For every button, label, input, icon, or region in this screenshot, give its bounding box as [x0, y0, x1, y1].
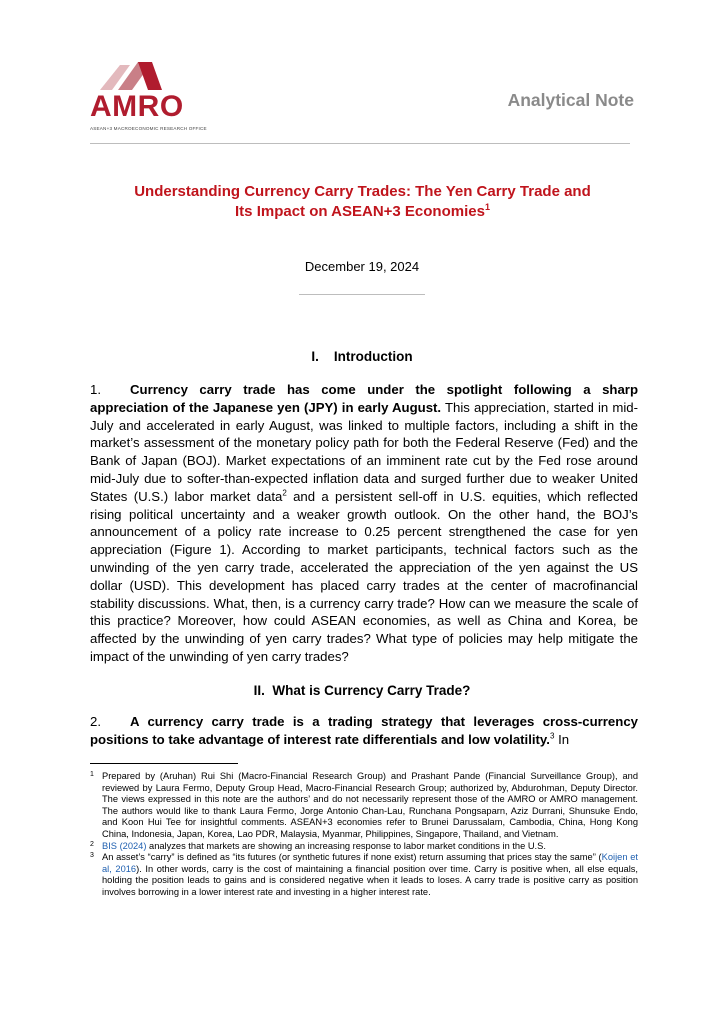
section-heading-carry-trade: II. What is Currency Carry Trade?	[253, 683, 471, 698]
footnote-2	[90, 841, 638, 853]
footnote-text: Prepared by (Aruhan) Rui Shi (Macro-Financial Research Group) and Prashant Pande (Financial Surveillance Group), and reviewed by Laura Fermo, Deputy Group Head, Macro-Financial Research Group; authorized by, Abdurohman, Deputy Director. The views expressed in this note are the authors’ and do not necessarily represent those of the AMRO or AMRO management. The authors would like to thank Laura Fermo, Jorge Antonio Chan-Lau, Runchana Pongsaparn, Aziz Durrani, Shunsuke Endo, and Koon Hui Tee for insightful comments. ASEAN+3 economies refer to Brunei Darussalam, Cambodia, China, Hong Kong China, Indonesia, Japan, Korea, Lao PDR, Malaysia, Myanmar, Philippines, Singapore, Thailand, and Vietnam.	[102, 771, 638, 839]
amro-logo-text: AMRO	[90, 90, 184, 123]
title-line-1: Understanding Currency Carry Trades: The Yen Carry Trade and	[134, 183, 591, 200]
footnotes	[90, 771, 638, 899]
title-footnote-ref[interactable]: 1	[484, 202, 490, 212]
header-divider	[90, 143, 630, 144]
paragraph-1	[90, 381, 638, 666]
bis-2024-link[interactable]: BIS (2024)	[102, 840, 147, 851]
footnote-number: 3	[90, 852, 94, 860]
amro-logo-subtitle: ASEAN+3 MACROECONOMIC RESEARCH OFFICE	[90, 126, 207, 131]
paragraph-body-cont: and a persistent sell-off in U.S. equities, which reflected rising political uncertainty and a weaker growth outlook. On the other hand, the BOJ’s announcement of a policy rate increase to 0.25 percent strengthened the case for yen appreciation (Figure 1). According to market participants, technical factors such as the unwinding of the yen carry trade, accelerated the appreciation of the yen against the US dollar (USD). This development has placed carry trades at the center of macrofinancial stability discussions. What, then, is a currency carry trade? How can we measure the scale of this practice? Moreover, how could ASEAN economies, as well as China and Korea, be affected by the unwinding of yen carry trades? What type of policies may help mitigate the impact of the unwinding of yen carry trades?	[90, 488, 638, 664]
footnote-text: analyzes that markets are showing an increasing response to labor market conditions in the U.S.	[146, 840, 546, 851]
paragraph-number: 1.	[90, 382, 101, 397]
paragraph-lead: Currency carry trade has come under the spotlight following a sharp appreciation of the Japanese yen (JPY) in early August.	[90, 382, 638, 415]
footnote-text: An asset’s “carry” is defined as “its futures (or synthetic futures if none exist) return assuming that prices stay the same” (	[102, 852, 602, 863]
paragraph-lead: A currency carry trade is a trading strategy that leverages cross-currency positions to take advantage of interest rate differentials and low volatility.	[90, 714, 638, 747]
note-type-label: Analytical Note	[507, 90, 634, 110]
document-date: December 19, 2024	[304, 259, 420, 274]
koijen-2016-link[interactable]: Koijen et al, 2016	[102, 852, 638, 874]
footnote-number: 1	[90, 771, 94, 778]
date-divider	[299, 294, 425, 295]
paragraph-body: In	[554, 731, 570, 747]
footnote-number: 2	[90, 840, 94, 848]
document-title	[80, 182, 645, 222]
footnote-ref-2[interactable]: 2	[282, 488, 287, 498]
footnote-divider	[90, 763, 238, 764]
paragraph-body: This appreciation, started in mid-July and accelerated in early August, was linked to multiple factors, including a shift in the market’s assessment of the monetary policy path for both the Federal Reserve (Fed) and the Bank of Japan (BOJ). Market expectations of an imminent rate cut by the Fed rose around mid-July due to softer-than-expected inflation data and surged further due to weaker United States (U.S.) labor market data	[90, 399, 638, 504]
title-line-2: Its Impact on ASEAN+3 Economies	[235, 203, 485, 220]
footnote-3	[90, 852, 638, 898]
paragraph-number: 2.	[90, 714, 101, 729]
paragraph-2	[90, 713, 638, 749]
footnote-1	[90, 771, 638, 841]
footnote-text-cont: ). In other words, carry is the cost of maintaining a financial position over time. Carry is positive when, all else equals, holding the position leads to gains and is considered negative when it leads to loses. A carry trade is positive carry as position involves borrowing in a lower interest rate and investing in a higher interest rate.	[102, 863, 638, 897]
footnote-ref-3[interactable]: 3	[549, 731, 555, 741]
section-heading-introduction: I. Introduction	[311, 349, 413, 364]
